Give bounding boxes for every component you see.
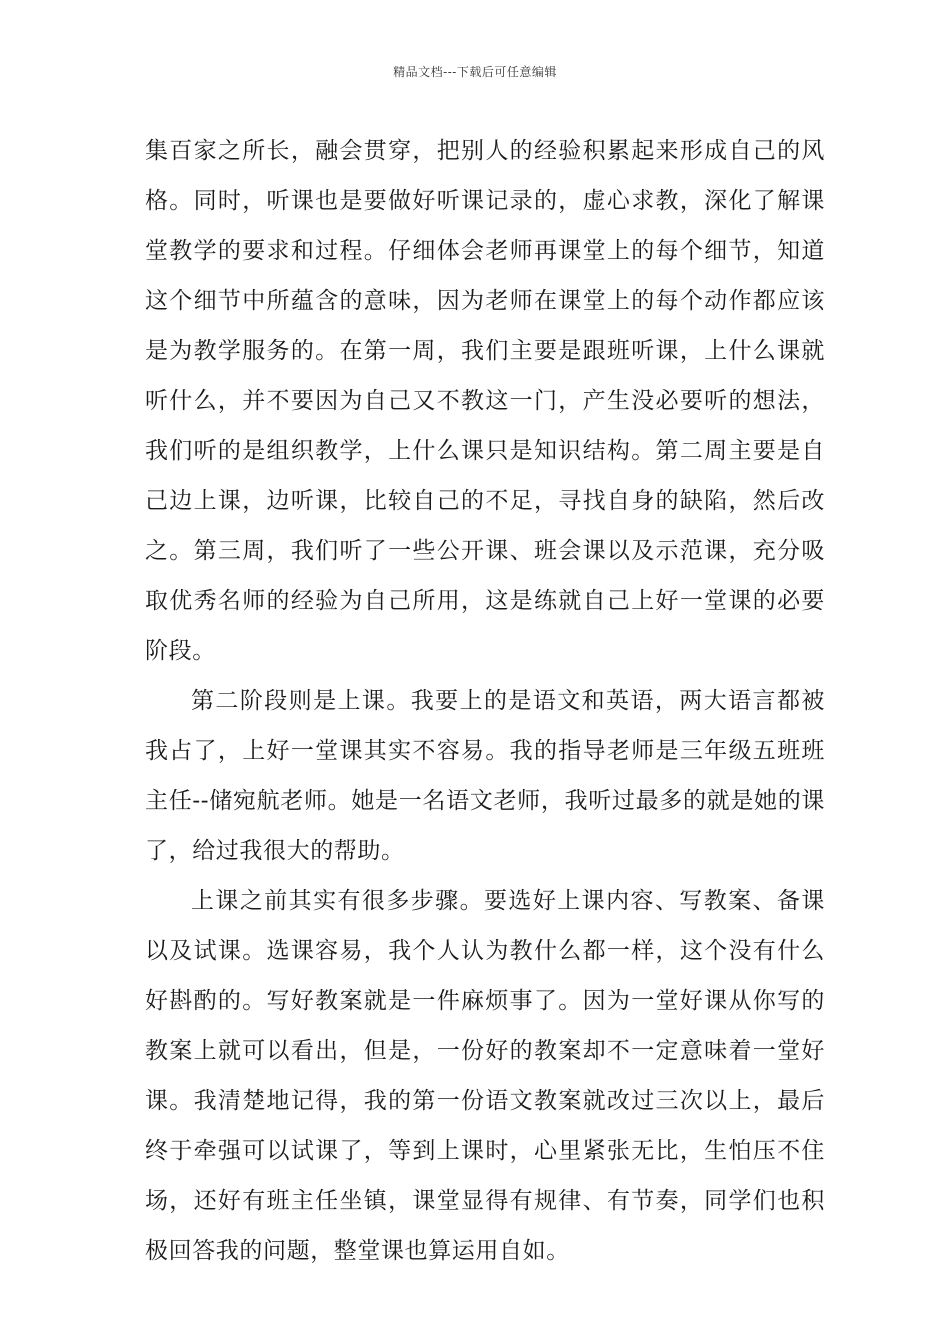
paragraph-2: 第二阶段则是上课。我要上的是语文和英语，两大语言都被我占了，上好一堂课其实不容易。我的指导老师是三年级五班班主任--储宛航老师。她是一名语文老师，我听过最多的就是她的课了，给过我很大的帮助。 [145, 688, 825, 864]
document-body [145, 126, 825, 1276]
paragraph-3: 上课之前其实有很多步骤。要选好上课内容、写教案、备课以及试课。选课容易，我个人认为教什么都一样，这个没有什么好斟酌的。写好教案就是一件麻烦事了。因为一堂好课从你写的教案上就可以看出，但是，一份好的教案却不一定意味着一堂好课。我清楚地记得，我的第一份语文教案就改过三次以上，最后终于牵强可以试课了，等到上课时，心里紧张无比，生怕压不住场，还好有班主任坐镇，课堂显得有规律、有节奏，同学们也积极回答我的问题，整堂课也算运用自如。 [145, 888, 825, 1264]
paragraph-1: 集百家之所长，融会贯穿，把别人的经验积累起来形成自己的风格。同时，听课也是要做好听课记录的，虚心求教，深化了解课堂教学的要求和过程。仔细体会老师再课堂上的每个细节，知道这个细节中所蕴含的意味，因为老师在课堂上的每个动作都应该是为教学服务的。在第一周，我们主要是跟班听课，上什么课就听什么，并不要因为自己又不教这一门，产生没必要听的想法，我们听的是组织教学，上什么课只是知识结构。第二周主要是自己边上课，边听课，比较自己的不足，寻找自身的缺陷，然后改之。第三周，我们听了一些公开课、班会课以及示范课，充分吸取优秀名师的经验为自己所用，这是练就自己上好一堂课的必要阶段。 [145, 138, 825, 664]
page-header: 精品文档---下载后可任意编辑 [393, 65, 557, 79]
